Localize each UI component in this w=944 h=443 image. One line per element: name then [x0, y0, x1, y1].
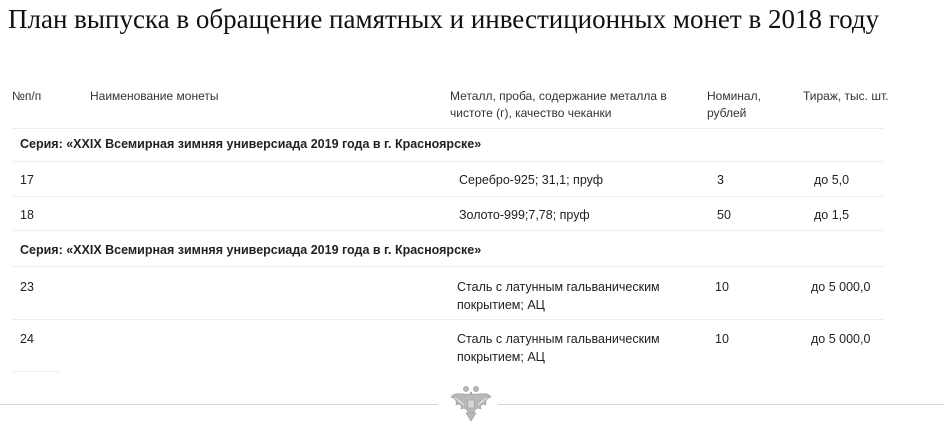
column-header-coin-name: Наименование монеты [90, 89, 219, 103]
row-metal: Золото-999;7,78; пруф [459, 208, 590, 222]
row-mintage: до 5 000,0 [811, 280, 871, 294]
row-number: 17 [20, 173, 34, 187]
row-metal: Сталь с латунным гальваническим покрытием; АЦ [457, 332, 660, 364]
row-metal: Серебро-925; 31,1; пруф [459, 173, 604, 187]
row-number: 18 [20, 208, 34, 222]
column-header-metal: Металл, проба, содержание металла в чистоте (г), качество чеканки [450, 89, 667, 120]
series-heading: Серия: «XXIX Всемирная зимняя универсиада 2019 года в г. Красноярске» [20, 243, 482, 257]
row-nominal: 3 [717, 173, 724, 187]
row-divider [12, 319, 884, 320]
row-divider [12, 161, 884, 162]
row-divider [12, 266, 884, 267]
row-number: 24 [20, 332, 34, 346]
bank-of-russia-eagle-icon [449, 383, 493, 423]
row-mintage: до 5,0 [814, 173, 850, 187]
footer-divider [0, 404, 438, 405]
row-nominal: 10 [715, 332, 729, 346]
row-mintage: до 5 000,0 [811, 332, 871, 346]
page-title: План выпуска в обращение памятных и инвестиционных монет в 2018 году [8, 4, 880, 34]
row-nominal: 50 [717, 208, 731, 222]
row-nominal: 10 [715, 280, 729, 294]
row-divider [12, 128, 884, 129]
row-divider [12, 371, 60, 372]
series-heading: Серия: «XXIX Всемирная зимняя универсиада 2019 года в г. Красноярске» [20, 137, 482, 151]
column-header-mintage: Тираж, тыс. шт. [803, 89, 889, 103]
column-header-nominal: Номинал, рублей [707, 89, 761, 120]
row-divider [12, 230, 884, 231]
footer-divider [498, 404, 944, 405]
column-header-number: №п/п [12, 89, 42, 103]
row-mintage: до 1,5 [814, 208, 850, 222]
row-metal: Сталь с латунным гальваническим покрытием; АЦ [457, 280, 660, 312]
row-divider [12, 196, 884, 197]
row-number: 23 [20, 280, 34, 294]
